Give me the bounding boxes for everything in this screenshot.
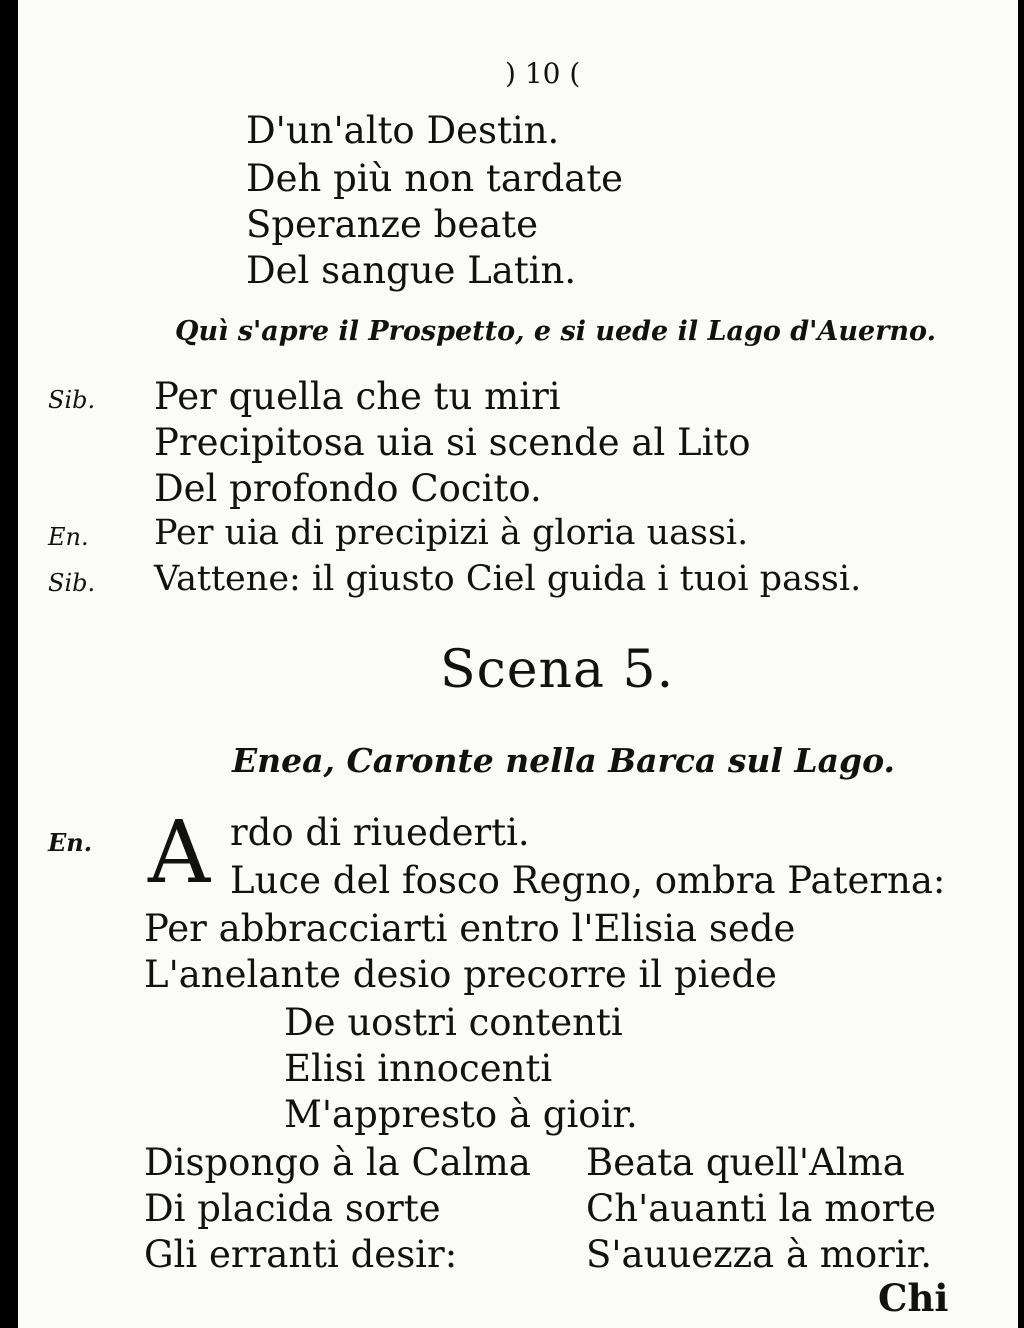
speaker-label: Sib. <box>48 386 96 414</box>
right-column-line: S'auuezza à morir. <box>586 1233 933 1276</box>
speaker-label: Sib. <box>48 569 96 597</box>
left-column-line: Gli erranti desir: <box>144 1233 458 1276</box>
scene-heading: Scena 5. <box>440 640 675 700</box>
right-column-line: Beata quell'Alma <box>586 1141 905 1184</box>
speech-line: Per abbracciarti entro l'Elisia sede <box>144 907 796 950</box>
left-column-line: Dispongo à la Calma <box>144 1141 531 1184</box>
book-page <box>18 0 1018 1328</box>
dialogue-line: Per uia di precipizi à gloria uassi. <box>154 513 749 553</box>
indented-verse-line: M'appresto à gioir. <box>284 1093 638 1136</box>
speaker-label: En. <box>48 523 89 551</box>
right-column-line: Ch'auanti la morte <box>586 1187 937 1230</box>
page-number: ) 10 ( <box>505 57 581 90</box>
verse-line: Deh più non tardate <box>246 157 624 200</box>
catchword: Chi <box>878 1276 949 1320</box>
drop-cap: A <box>148 803 211 903</box>
indented-verse-line: De uostri contenti <box>284 1001 623 1044</box>
dialogue-line: Vattene: il giusto Ciel guida i tuoi passi. <box>154 559 862 599</box>
speech-line: rdo di riuederti. <box>230 811 530 854</box>
indented-verse-line: Elisi innocenti <box>284 1047 553 1090</box>
stage-direction: Quì s'apre il Prospetto, e si uede il Lago d'Auerno. <box>175 316 936 347</box>
dialogue-line: Per quella che tu miri <box>154 375 561 418</box>
left-column-line: Di placida sorte <box>144 1187 441 1230</box>
dialogue-line: Del profondo Cocito. <box>154 467 542 510</box>
characters-line: Enea, Caronte nella Barca sul Lago. <box>232 741 895 780</box>
verse-line: Del sangue Latin. <box>246 249 577 292</box>
speech-line: L'anelante desio precorre il piede <box>144 953 777 996</box>
verse-line: D'un'alto Destin. <box>246 109 560 152</box>
speech-line: Luce del fosco Regno, ombra Paterna: <box>230 859 946 902</box>
speaker-label: En. <box>48 828 93 857</box>
dialogue-line: Precipitosa uia si scende al Lito <box>154 421 751 464</box>
verse-line: Speranze beate <box>246 203 539 246</box>
